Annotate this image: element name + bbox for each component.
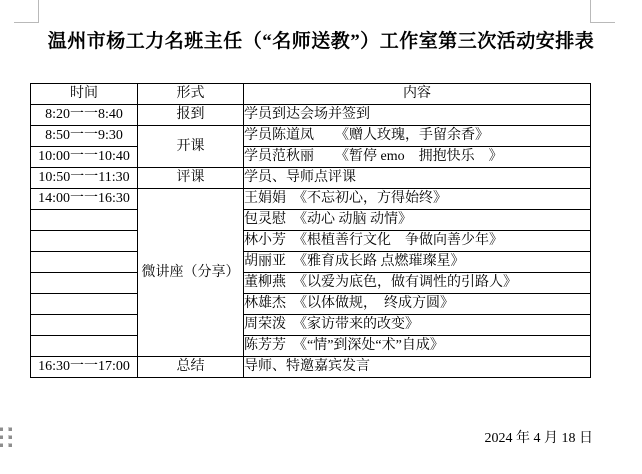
time-cell xyxy=(31,252,138,273)
content-cell: 董柳燕 《以爱为底色，做有调性的引路人》 xyxy=(244,273,591,294)
column-header-time: 时间 xyxy=(31,84,138,105)
time-cell xyxy=(31,231,138,252)
time-cell: 8:20一一8:40 xyxy=(31,105,138,126)
page-margin-crop-mark-top-right xyxy=(590,0,615,23)
dotted-handle-fragment xyxy=(0,427,13,449)
time-cell xyxy=(31,294,138,315)
time-cell xyxy=(31,273,138,294)
time-cell: 10:00一一10:40 xyxy=(31,147,138,168)
content-cell: 周荣泼 《家访带来的改变》 xyxy=(244,315,591,336)
table-header-row xyxy=(31,84,591,105)
form-cell: 评课 xyxy=(138,168,244,189)
time-cell xyxy=(31,336,138,357)
table-row xyxy=(31,210,591,231)
form-cell-merged-kaike: 开课 xyxy=(138,126,244,168)
content-cell: 导师、特邀嘉宾发言 xyxy=(244,357,591,378)
table-row xyxy=(31,126,591,147)
table-row xyxy=(31,357,591,378)
page-margin-crop-mark-top-left xyxy=(14,0,39,23)
table-row xyxy=(31,147,591,168)
table-row xyxy=(31,231,591,252)
table-row xyxy=(31,315,591,336)
table-row xyxy=(31,273,591,294)
table-row xyxy=(31,168,591,189)
footer-date: 2024 年 4 月 18 日 xyxy=(484,431,593,446)
content-cell: 林小芳 《根植善行文化 争做向善少年》 xyxy=(244,231,591,252)
content-cell: 胡丽亚 《雅育成长路 点燃璀璨星》 xyxy=(244,252,591,273)
time-cell xyxy=(31,315,138,336)
content-cell: 学员到达会场并签到 xyxy=(244,105,591,126)
form-cell-merged-weijiangzuo: 微讲座（分享） xyxy=(138,189,244,357)
content-cell: 学员、导师点评课 xyxy=(244,168,591,189)
content-cell: 林雄杰 《以体做规， 终成方圆》 xyxy=(244,294,591,315)
table-row xyxy=(31,252,591,273)
content-cell: 王娟娟 《不忘初心，方得始终》 xyxy=(244,189,591,210)
table-row xyxy=(31,189,591,210)
table-row xyxy=(31,294,591,315)
table-row xyxy=(31,105,591,126)
time-cell: 16:30一一17:00 xyxy=(31,357,138,378)
time-cell: 14:00一一16:30 xyxy=(31,189,138,210)
content-cell: 陈芳芳 《“情”到深处“术”自成》 xyxy=(244,336,591,357)
page-title: 温州市杨工力名班主任（“名师送教”）工作室第三次活动安排表 xyxy=(47,31,595,52)
form-cell: 总结 xyxy=(138,357,244,378)
time-cell: 8:50一一9:30 xyxy=(31,126,138,147)
column-header-content: 内容 xyxy=(244,84,591,105)
time-cell: 10:50一一11:30 xyxy=(31,168,138,189)
table-row xyxy=(31,336,591,357)
content-cell: 学员范秋丽 《暂停 emo 拥抱快乐 》 xyxy=(244,147,591,168)
time-cell xyxy=(31,210,138,231)
form-cell: 报到 xyxy=(138,105,244,126)
content-cell: 学员陈道凤 《赠人玫瑰，手留余香》 xyxy=(244,126,591,147)
schedule-table xyxy=(30,83,591,378)
content-cell: 包灵慰 《动心 动脑 动情》 xyxy=(244,210,591,231)
column-header-form: 形式 xyxy=(138,84,244,105)
